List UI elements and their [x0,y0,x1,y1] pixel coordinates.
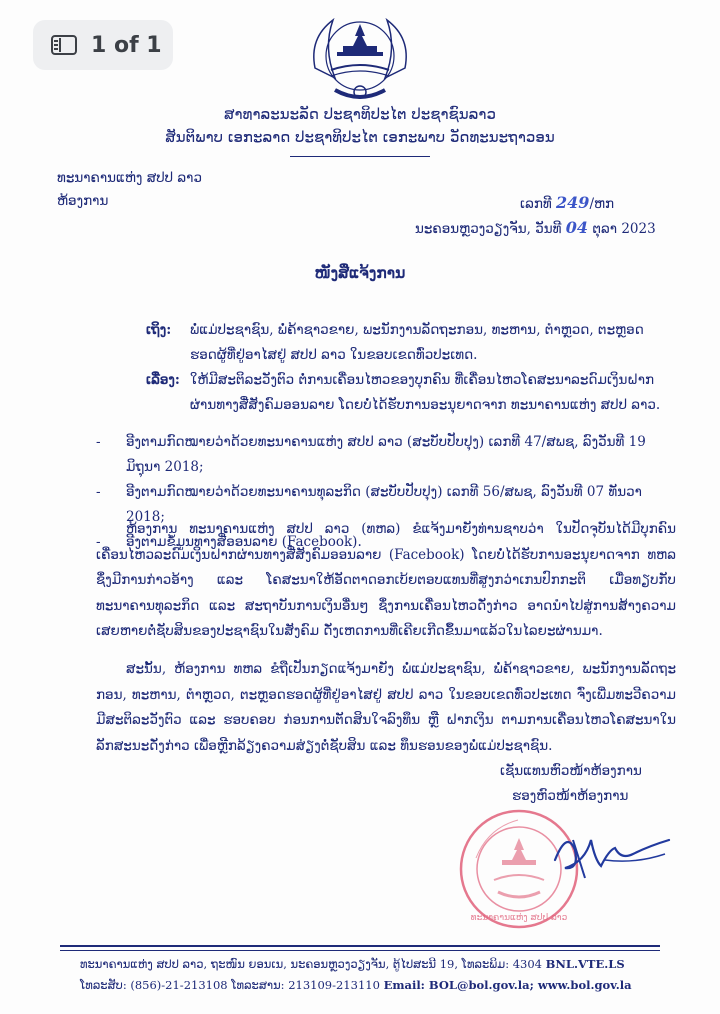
reference-text: ອີງຕາມກົດໝາຍວ່າດ້ວຍທະນາຄານທຸລະກິດ (ສະບັບປັບປຸງ) ເລກທີ 56/ສພຊ, ລົງວັນທີ 07 ທັນວາ 2018; [126,484,642,525]
footer-divider-thin [60,950,660,951]
footer-divider [60,945,660,947]
subject-text: ໃຫ້ມີສະຕິລະວັງຕົວ ຕໍ່ການເຄື່ອນໄຫວຂອງບຸກຄົນ ທີ່ເຄື່ອນໄຫວໂຄສະນາລະດົມເງິນຝາກ ຜ່ານທາງສື່ສັງຄົມອອນລາຍ ໂດຍບໍ່ໄດ້ຮັບການອະນຸຍາດຈາກ ທະນາຄານແຫ່ງ ສປປ ລາວ. [190,372,661,413]
handwritten-signature [545,820,675,890]
letterhead-line2: ສັນຕິພາບ ເອກະລາດ ປະຊາທິປະໄຕ ເອກະພາບ ວັດທະນະຖາວອນ [165,128,555,146]
docno-prefix: ເລກທີ [520,196,552,212]
place-date [415,218,656,237]
place-date-prefix: ນະຄອນຫຼວງວຽງຈັນ, ວັນທີ [415,221,562,237]
subject-label: ເລື່ອງ: [146,372,180,388]
document-number [520,193,614,212]
footer-phone: ໂທລະສັບ: (856)-21-213108 ໂທລະສານ: 213109-213110 [80,978,384,992]
letterhead-line1: ສາທາລະນະລັດ ປະຊາທິປະໄຕ ປະຊາຊົນລາວ [224,105,496,123]
national-emblem-icon [305,8,415,108]
body-paragraph-2: ສະນັ້ນ, ຫ້ອງການ ທຫລ ຂໍຖືເປັນກຽດແຈ້ງມາຍັງ ພໍ່ແມ່ປະຊາຊົນ, ພໍ່ຄ້າຊາວຂາຍ, ພະນັກງານລັດຖະກອນ, ທະຫານ, ຕຳຫຼວດ, ຕະຫຼອດຮອດຜູ້ທີ່ຢູ່ອາໄສຢູ່ ສປປ ລາວ ໃນຂອບເຂດທົ່ວປະເທດ ຈົ່ງເພີ່ມທະວີຄວາມມີສະຕິລະວັງຕົວ ແລະ ຮອບຄອບ ກ່ອນການຕັດສິນໃຈລົງທຶນ ຫຼື ຝາກເງິນ ຕາມການເຄື່ອນໄຫວໂຄສະນາໃນລັກສະນະດັ່ງກ່າວ ເພື່ອຫຼີກລ້ຽງຄວາມສ່ຽງຕໍ່ຊັບສິນ ແລະ ທຶນຮອນຂອງພໍ່ແມ່ປະຊາຊົນ. [96,661,676,754]
page-indicator[interactable] [33,20,173,70]
subject-row [146,368,666,418]
sender-org: ທະນາຄານແຫ່ງ ສປປ ລາວ [57,170,202,186]
stamp-text: ທະນາຄານແຫ່ງ ສປປ ລາວ [470,913,568,923]
addressee-block [146,318,666,418]
signature-title-1: ເຊັນແທນຫົວໜ້າຫ້ອງການ [500,763,642,779]
footer-contact: Email: BOL@bol.gov.la; www.bol.gov.la [383,978,632,992]
docno-handwritten: 249 [556,193,590,212]
to-label: ເຖິງ: [146,322,172,338]
footer-line-1 [80,957,640,971]
body-paragraph-1: ຫ້ອງການ ທະນາຄານແຫ່ງ ສປປ ລາວ (ທຫລ) ຂໍແຈ້ງມາຍັງທ່ານຊາບວ່າ ໃນປັດຈຸບັນໄດ້ມີບຸກຄົນ ເຄື່ອນໄຫວລະດົມເງິນຝາກຜ່ານທາງສື່ສັງຄົມອອນລາຍ (Facebook) ໂດຍບໍ່ໄດ້ຮັບການອະນຸຍາດຈາກ ທຫລ ຊຶ່ງມີການກ່າວອ້າງ ແລະ ໂຄສະນາໃຫ້ອັດຕາດອກເບ້ຍຕອບແທນທີ່ສູງກວ່າເກນປົກກະຕິ ເມື່ອທຽບກັບທະນາຄານທຸລະກິດ ແລະ ສະຖາບັນການເງິນອື່ນໆ ຊຶ່ງການເຄື່ອນໄຫວດັ່ງກ່າວ ອາດນຳໄປສູ່ການສ້າງຄວາມເສຍຫາຍຕໍ່ຊັບສິນຂອງປະຊາຊົນໃນສັງຄົມ ດັ່ງເຫດການທີ່ເຄີຍເກີດຂຶ້ນມາແລ້ວໃນໄລຍະຜ່ານມາ. [96,521,676,639]
reference-dash: - [96,534,101,550]
to-row [146,318,666,368]
place-date-rest: ຕຸລາ 2023 [592,221,656,237]
docno-suffix: /ຫກ [589,196,615,212]
to-text: ພໍ່ແມ່ປະຊາຊົນ, ພໍ່ຄ້າຊາວຂາຍ, ພະນັກງານລັດຖະກອນ, ທະຫານ, ຕຳຫຼວດ, ຕະຫຼອດຮອດຜູ້ທີ່ຢູ່ອາໄສຢູ່ ສປປ ລາວ ໃນຂອບເຂດທົ່ວປະເທດ. [190,322,644,363]
footer-telex: BNL.VTE.LS [545,957,625,971]
reference-text: ອີງຕາມກົດໝາຍວ່າດ້ວຍທະນາຄານແຫ່ງ ສປປ ລາວ (ສະບັບປັບປຸງ) ເລກທີ 47/ສພຊ, ລົງວັນທີ 19 ມິຖຸນາ 2018; [126,434,646,475]
footer-address: ທະນາຄານແຫ່ງ ສປປ ລາວ, ຖະໜົນ ຍອນເນ, ນະຄອນຫຼວງວຽງຈັນ, ຕູ້ໄປສະນີ 19, ໂທລະພິມ: 4304 [80,957,546,971]
letterhead-divider [290,156,430,157]
document-title: ໜັງສືແຈ້ງການ [314,263,406,282]
sender-office: ຫ້ອງການ [57,193,109,209]
reference-item [96,430,676,480]
page-indicator-text: 1 of 1 [91,32,162,58]
reference-dash: - [96,484,101,500]
page-icon [51,35,77,55]
date-day-handwritten: 04 [565,218,589,237]
reference-dash: - [96,434,101,450]
reference-text: ອີງຕາມຂໍ້ມູນທາງສື່ອອນລາຍ (Facebook). [126,534,362,550]
footer-line-2 [80,978,640,992]
signature-title-2: ຮອງຫົວໜ້າຫ້ອງການ [512,788,629,804]
